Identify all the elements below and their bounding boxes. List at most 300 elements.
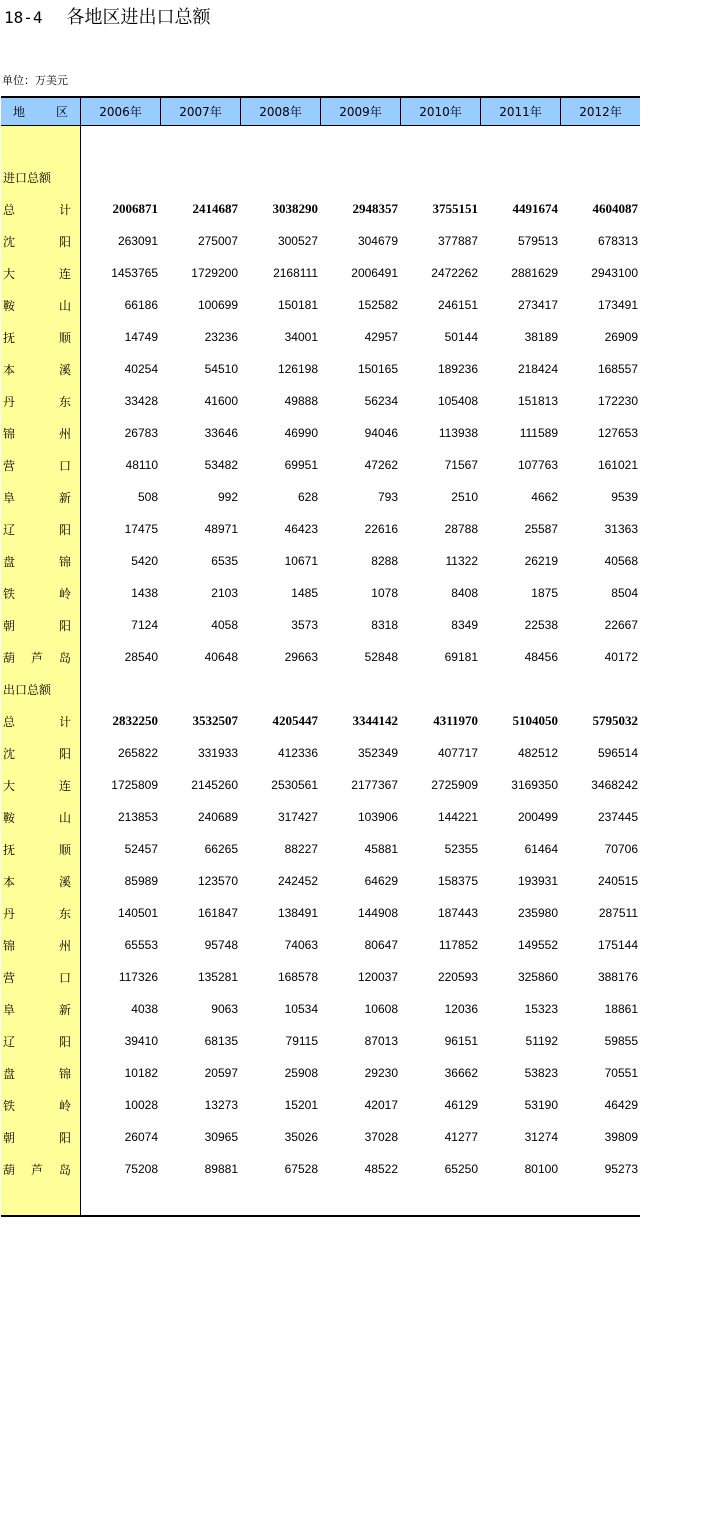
unit-label: 单位：万美元 [2,74,68,87]
value-cell: 22616 [364,522,398,536]
region-name [1,201,81,218]
region-name-char: 盘 [3,1066,16,1081]
region-name-char: 阳 [58,1034,71,1049]
region-name-char: 阳 [58,618,71,633]
region-name-char: 总 [3,714,16,729]
header-region-char: 区 [55,105,68,119]
value-cell: 377887 [437,234,478,248]
value-cell: 482512 [517,746,558,760]
value-cell: 25908 [284,1066,318,1080]
value-cell: 80100 [524,1162,558,1176]
value-cell: 235980 [517,906,558,920]
value-cell: 40568 [604,554,638,568]
region-name-char: 阜 [3,490,16,505]
header-year: 2007年 [161,98,241,125]
table-row [1,225,640,257]
value-cell: 107763 [517,458,558,472]
value-cell: 12036 [444,1002,478,1016]
region-name-char: 新 [58,490,71,505]
value-cell: 4491674 [512,201,558,216]
table-row [1,257,640,289]
value-cell: 5420 [131,554,158,568]
value-cell: 8288 [371,554,398,568]
region-name [1,553,81,570]
region-name-char: 大 [3,266,16,281]
region-name-char: 抚 [3,842,16,857]
value-cell: 3169350 [511,778,558,792]
region-name [1,233,81,250]
region-name [1,425,81,442]
value-cell: 172230 [597,394,638,408]
region-name-char: 盘 [3,554,16,569]
value-cell: 111589 [519,426,558,440]
region-name [1,585,81,602]
section-label: 出口总额 [3,682,52,697]
value-cell: 5795032 [592,713,638,728]
value-cell: 200499 [517,810,558,824]
header-region-char: 地 [13,105,26,119]
value-cell: 50144 [444,330,478,344]
value-cell: 127653 [597,426,638,440]
region-name-char: 葫 [3,1162,16,1177]
value-cell: 79115 [285,1034,318,1048]
region-name [1,361,81,378]
value-cell: 263091 [117,234,158,248]
value-cell: 388176 [597,970,638,984]
value-cell: 39809 [604,1130,638,1144]
region-name [1,1065,81,1082]
value-cell: 300527 [277,234,318,248]
value-cell: 213853 [117,810,158,824]
value-cell: 628 [297,490,318,504]
value-cell: 30965 [204,1130,238,1144]
region-name [1,617,81,634]
region-name [1,905,81,922]
value-cell: 4662 [531,490,558,504]
value-cell: 95273 [604,1162,638,1176]
value-cell: 31363 [604,522,638,536]
value-cell: 220593 [437,970,478,984]
value-cell: 151813 [517,394,558,408]
value-cell: 10608 [364,1002,398,1016]
value-cell: 161021 [597,458,638,472]
value-cell: 187443 [437,906,478,920]
region-name-char: 岛 [58,650,71,665]
value-cell: 87013 [364,1034,398,1048]
value-cell: 69951 [284,458,318,472]
table-row [1,737,640,769]
value-cell: 3038290 [272,201,318,216]
region-name-char: 阳 [58,234,71,249]
value-cell: 103906 [357,810,398,824]
value-cell: 2006491 [351,266,398,280]
table-row [1,545,640,577]
region-name [1,809,81,826]
value-cell: 46429 [604,1098,638,1112]
value-cell: 240689 [197,810,238,824]
value-cell: 89881 [204,1162,238,1176]
value-cell: 2145260 [191,778,238,792]
value-cell: 1725809 [111,778,158,792]
region-name [1,1001,81,1018]
value-cell: 15201 [284,1098,318,1112]
value-cell: 412336 [277,746,318,760]
region-name-char: 新 [58,1002,71,1017]
value-cell: 596514 [597,746,638,760]
value-cell: 37028 [364,1130,398,1144]
table-row [1,993,640,1025]
region-name-char: 辽 [3,1034,16,1049]
region-name-char: 本 [3,874,16,889]
value-cell: 67528 [284,1162,318,1176]
header-year: 2009年 [321,98,401,125]
region-name [1,969,81,986]
region-name-char: 计 [58,714,71,729]
value-cell: 96151 [444,1034,478,1048]
value-cell: 100699 [197,298,238,312]
table-row [1,289,640,321]
table-row [1,1089,640,1121]
value-cell: 8349 [451,618,478,632]
region-name-char: 沈 [3,234,16,249]
value-cell: 51192 [525,1034,558,1048]
value-cell: 992 [217,490,238,504]
value-cell: 65250 [444,1162,478,1176]
value-cell: 237445 [597,810,638,824]
value-cell: 53482 [204,458,238,472]
value-cell: 2725909 [431,778,478,792]
value-cell: 158375 [437,874,478,888]
region-name-char: 鞍 [3,810,16,825]
table-row [1,513,640,545]
region-name-char: 铁 [3,1098,16,1113]
value-cell: 88227 [284,842,318,856]
region-name-char: 东 [58,394,71,409]
header-year: 2011年 [481,98,561,125]
value-cell: 173491 [597,298,638,312]
region-name-char: 州 [58,426,71,441]
value-cell: 123570 [197,874,238,888]
value-cell: 74063 [284,938,318,952]
value-cell: 150165 [357,362,398,376]
region-name-char: 阜 [3,1002,16,1017]
value-cell: 36662 [444,1066,478,1080]
region-name-char: 丹 [3,906,16,921]
region-name-char: 连 [58,266,71,281]
value-cell: 35026 [284,1130,318,1144]
region-name [1,1161,81,1178]
region-name-char: 州 [58,938,71,953]
value-cell: 42957 [364,330,398,344]
region-name-char: 芦 [30,650,43,665]
value-cell: 3573 [291,618,318,632]
region-name-char: 丹 [3,394,16,409]
region-name [1,297,81,314]
value-cell: 64629 [364,874,398,888]
region-name [1,841,81,858]
value-cell: 53190 [524,1098,558,1112]
value-cell: 85989 [124,874,158,888]
value-cell: 26909 [604,330,638,344]
value-cell: 1453765 [111,266,158,280]
table-row [1,1025,640,1057]
value-cell: 52848 [364,650,398,664]
total-row [1,193,640,225]
value-cell: 66186 [124,298,158,312]
value-cell: 40172 [604,650,638,664]
region-name-char: 阳 [58,522,71,537]
table-row [1,609,640,641]
value-cell: 4038 [131,1002,158,1016]
region-name [1,1129,81,1146]
value-cell: 331933 [197,746,238,760]
value-cell: 3755151 [432,201,478,216]
value-cell: 61464 [524,842,558,856]
value-cell: 218424 [517,362,558,376]
value-cell: 40648 [204,650,238,664]
value-cell: 579513 [517,234,558,248]
value-cell: 508 [137,490,158,504]
section-row [1,161,640,193]
region-name [1,937,81,954]
region-name-char: 营 [3,970,16,985]
value-cell: 26219 [524,554,558,568]
region-name [1,489,81,506]
region-name-char: 计 [58,202,71,217]
region-name-char: 岛 [58,1162,71,1177]
region-name-char: 山 [58,298,71,313]
region-name-char: 朝 [3,618,16,633]
region-name-char: 葫 [3,650,16,665]
value-cell: 317427 [277,810,318,824]
region-name-char: 锦 [3,426,16,441]
value-cell: 138491 [277,906,318,920]
value-cell: 246151 [437,298,478,312]
region-name-char: 阳 [58,746,71,761]
region-name-char: 顺 [58,330,71,345]
value-cell: 38189 [524,330,558,344]
value-cell: 94046 [364,426,398,440]
page-title [4,5,211,31]
table-row [1,961,640,993]
region-name [1,873,81,890]
region-name-char: 阳 [58,1130,71,1145]
section-row [1,673,640,705]
value-cell: 13273 [204,1098,238,1112]
value-cell: 2006871 [112,201,158,216]
region-name-char: 顺 [58,842,71,857]
region-name-char: 溪 [58,362,71,377]
value-cell: 66265 [204,842,238,856]
region-name [1,265,81,282]
value-cell: 80647 [364,938,398,952]
value-cell: 95748 [204,938,238,952]
value-cell: 34001 [284,330,318,344]
region-name-char: 朝 [3,1130,16,1145]
value-cell: 117852 [438,938,478,952]
region-name-char: 抚 [3,330,16,345]
value-cell: 1875 [531,586,558,600]
header-region [1,98,81,125]
value-cell: 28540 [124,650,158,664]
value-cell: 70551 [604,1066,638,1080]
value-cell: 242452 [277,874,318,888]
value-cell: 140501 [117,906,158,920]
value-cell: 2948357 [352,201,398,216]
table-row [1,449,640,481]
value-cell: 48456 [524,650,558,664]
value-cell: 52457 [124,842,158,856]
value-cell: 793 [377,490,398,504]
value-cell: 10671 [284,554,318,568]
region-name [1,649,81,666]
value-cell: 53823 [524,1066,558,1080]
value-cell: 59855 [604,1034,638,1048]
value-cell: 2530561 [271,778,318,792]
value-cell: 1078 [371,586,398,600]
value-cell: 18861 [604,1002,638,1016]
value-cell: 2168111 [273,266,318,280]
value-cell: 8504 [611,586,638,600]
value-cell: 56234 [364,394,398,408]
region-name-char: 溪 [58,874,71,889]
value-cell: 42017 [364,1098,398,1112]
value-cell: 25587 [524,522,558,536]
value-cell: 2177367 [351,778,398,792]
table-row [1,1057,640,1089]
value-cell: 26074 [124,1130,158,1144]
region-name-char: 铁 [3,586,16,601]
value-cell: 352349 [357,746,398,760]
value-cell: 15323 [524,1002,558,1016]
region-name-char: 口 [58,970,71,985]
value-cell: 120037 [357,970,398,984]
value-cell: 4058 [211,618,238,632]
table-row [1,385,640,417]
value-cell: 105408 [437,394,478,408]
value-cell: 144221 [437,810,478,824]
table-row [1,353,640,385]
value-cell: 2510 [451,490,478,504]
value-cell: 407717 [437,746,478,760]
value-cell: 46990 [284,426,318,440]
value-cell: 48110 [125,458,158,472]
region-name-char: 连 [58,778,71,793]
value-cell: 9063 [211,1002,238,1016]
value-cell: 65553 [124,938,158,952]
value-cell: 1438 [131,586,158,600]
value-cell: 1485 [291,586,318,600]
value-cell: 4311970 [433,713,478,728]
region-name-char: 锦 [3,938,16,953]
value-cell: 31274 [524,1130,558,1144]
value-cell: 52355 [444,842,478,856]
region-name-char: 辽 [3,522,16,537]
value-cell: 113938 [438,426,478,440]
region-name-char: 口 [58,458,71,473]
region-name-char: 本 [3,362,16,377]
region-name [1,329,81,346]
table-number: 18-4 [4,8,43,27]
region-name [1,713,81,730]
value-cell: 48971 [204,522,238,536]
value-cell: 5104050 [512,713,558,728]
value-cell: 40254 [124,362,158,376]
table-row [1,321,640,353]
table-row [1,897,640,929]
value-cell: 149552 [517,938,558,952]
total-row [1,705,640,737]
value-cell: 17475 [124,522,158,536]
region-name-char: 东 [58,906,71,921]
value-cell: 2943100 [591,266,638,280]
region-name-char: 大 [3,778,16,793]
value-cell: 47262 [364,458,398,472]
value-cell: 4205447 [272,713,318,728]
value-cell: 175144 [597,938,638,952]
value-cell: 29663 [284,650,318,664]
region-name-char: 山 [58,810,71,825]
region-name-char: 鞍 [3,298,16,313]
value-cell: 49888 [284,394,318,408]
value-cell: 41277 [444,1130,478,1144]
value-cell: 46129 [444,1098,478,1112]
value-cell: 3532507 [192,713,238,728]
value-cell: 41600 [204,394,238,408]
value-cell: 10028 [124,1098,158,1112]
value-cell: 20597 [204,1066,238,1080]
value-cell: 287511 [598,906,638,920]
value-cell: 22538 [524,618,558,632]
region-name [1,393,81,410]
value-cell: 33428 [124,394,158,408]
table-bottom-border [1,1215,640,1217]
region-name-char: 总 [3,202,16,217]
table-row [1,417,640,449]
value-cell: 150181 [277,298,318,312]
value-cell: 144908 [357,906,398,920]
region-name-char: 锦 [58,554,71,569]
value-cell: 9539 [611,490,638,504]
header-year: 2008年 [241,98,321,125]
value-cell: 75208 [124,1162,158,1176]
value-cell: 48522 [364,1162,398,1176]
value-cell: 14749 [124,330,158,344]
table-row [1,641,640,673]
value-cell: 39410 [124,1034,158,1048]
value-cell: 45881 [364,842,398,856]
value-cell: 1729200 [191,266,238,280]
value-cell: 273417 [517,298,558,312]
value-cell: 8408 [451,586,478,600]
value-cell: 29230 [364,1066,398,1080]
value-cell: 46423 [284,522,318,536]
value-cell: 22667 [604,618,638,632]
table-row [1,1153,640,1185]
table-header [1,96,640,126]
value-cell: 10182 [124,1066,158,1080]
table-row [1,929,640,961]
value-cell: 28788 [444,522,478,536]
header-year: 2010年 [401,98,481,125]
value-cell: 193931 [517,874,558,888]
table-row [1,833,640,865]
value-cell: 33646 [204,426,238,440]
data-table [1,96,640,1217]
value-cell: 23236 [204,330,238,344]
value-cell: 11322 [445,554,478,568]
region-name [1,1033,81,1050]
